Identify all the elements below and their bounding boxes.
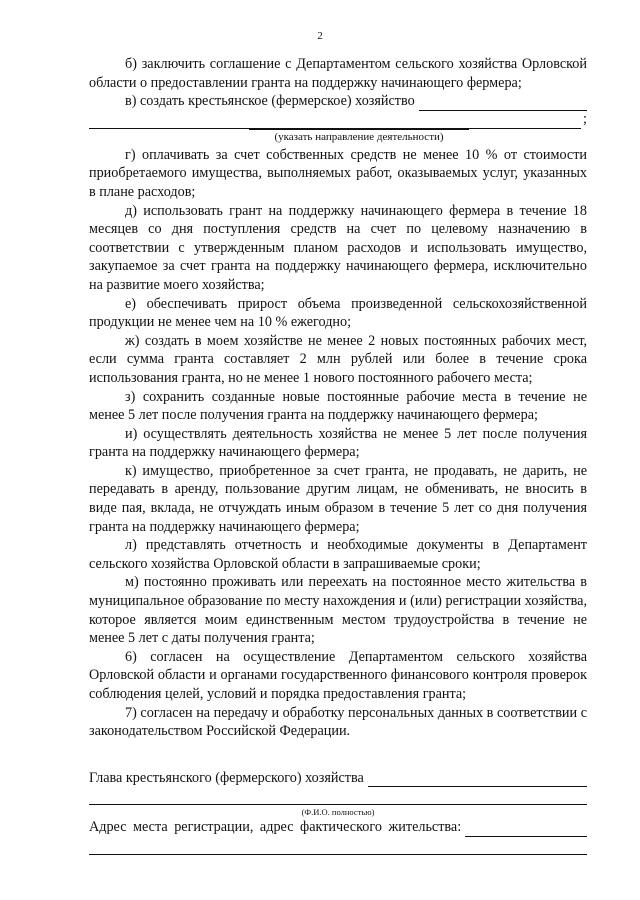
address-line[interactable] — [465, 822, 587, 837]
clause-v-end: ; — [583, 111, 587, 128]
clause-l: л) представлять отчетность и необходимые документы в Департамент сельского хозяйства Орловской области в запрашиваемые сроки; — [89, 537, 587, 572]
clause-7: 7) согласен на передачу и обработку персональных данных в соответствии с законодательством Российской Федерации. — [89, 704, 587, 740]
clause-b: б) заключить соглашение с Департаментом сельского хозяйства Орловской области о предоставлении гранта на поддержку начинающего фермера; — [89, 56, 587, 91]
activity-blank-line[interactable] — [419, 96, 587, 111]
clause-6: 6) согласен на осуществление Департаментом сельского хозяйства Орловской области и органами государственного финансового контроля проверок соблюдения целей, условий и порядка предоставления гранта; — [89, 648, 587, 702]
clause-v-label: в) создать крестьянское (фермерское) хозяйство — [125, 93, 415, 110]
clause-d: д) использовать грант на поддержку начинающего фермера в течение 18 месяцев со дня поступления средств на счет по целевому назначению в соответствии с утвержденным планом расходов и использовать имущество, закупаемое за счет гранта на поддержку начинающего фермера, исключительно на развитие моего хозяйства; — [89, 202, 587, 293]
page-number: 2 — [317, 30, 323, 42]
activity-blank-line-2[interactable] — [89, 114, 581, 129]
head-name-line[interactable] — [368, 772, 587, 787]
section-gap — [89, 741, 587, 763]
clause-k: к) имущество, приобретенное за счет гранта, не продавать, не дарить, не передавать в аренду, пользование другим лицам, не обменивать, не вносить в виде пая, вклада, не отчуждать иным образом в течение 5 лет со дня получения гранта на поддержку начинающего фермера; — [89, 462, 587, 535]
address-row — [89, 818, 587, 837]
activity-hint: (указать направление деятельности) — [249, 129, 469, 144]
clause-z: з) сохранить созданные новые постоянные рабочие места в течение не менее 5 лет после получения гранта на поддержку начинающего фермера; — [89, 388, 587, 424]
clause-v-row — [89, 92, 587, 111]
clause-zh: ж) создать в моем хозяйстве не менее 2 новых постоянных рабочих мест, если сумма гранта составляет 2 млн рублей или более в течение срока использования гранта, но не менее 1 нового постоянного рабочего места; — [89, 332, 587, 386]
clause-e: е) обеспечивать прирост объема произведенной сельскохозяйственной продукции не менее чем на 10 % ежегодно; — [89, 295, 587, 331]
head-name-row-2 — [89, 787, 587, 805]
clause-g: г) оплачивать за счет собственных средств не менее 10 % от стоимости приобретаемого имущества, выполняемых работ, оказываемых услуг, указанных в плане расходов; — [89, 146, 587, 200]
document-body — [89, 55, 587, 855]
activity-blank-row — [89, 111, 587, 129]
head-label: Глава крестьянского (фермерского) хозяйства — [89, 769, 364, 786]
clause-m: м) постоянно проживать или переехать на постоянное место жительства в муниципальное образование по месту нахождения и (или) регистрации хозяйства, которое является моим единственным местом трудоустройства в течение не менее 5 лет с даты получения гранта; — [89, 574, 587, 647]
address-line-2[interactable] — [89, 840, 587, 855]
fio-hint: (Ф.И.О. полностью) — [301, 807, 375, 818]
address-label: Адрес места регистрации, адрес фактического жительства: — [89, 819, 462, 836]
head-name-line-2[interactable] — [89, 790, 587, 805]
address-row-2 — [89, 837, 587, 855]
head-signature-row — [89, 769, 587, 788]
clause-i: и) осуществлять деятельность хозяйства не менее 5 лет после получения гранта на поддержку начинающего фермера; — [89, 425, 587, 461]
